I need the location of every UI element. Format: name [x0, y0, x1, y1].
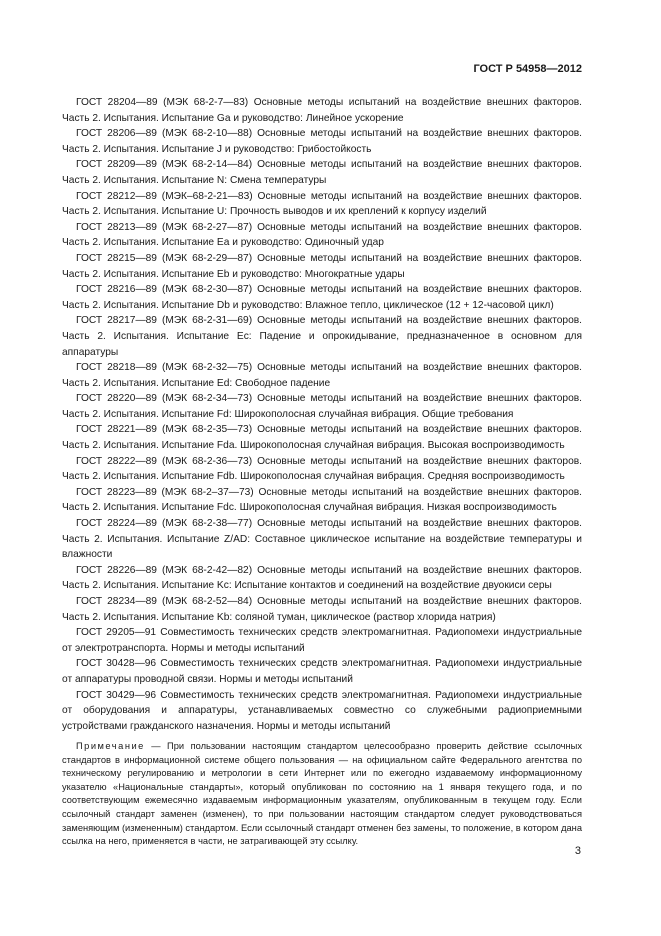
- reference-item: ГОСТ 28234—89 (МЭК 68-2-52—84) Основные методы испытаний на воздействие внешних факторов. Часть 2. Испытания. Испытание Kb: соляной туман, циклическое (раствор хлорида натрия): [62, 596, 582, 623]
- note-paragraph: [62, 740, 582, 849]
- reference-item: ГОСТ 30429—96 Совместимость технических средств электромагнитная. Радиопомехи индустриальные от оборудования и аппаратуры, устанавливаемых совместно со служебными радиоприемными устройствами гражданского назначения. Нормы и методы испытаний: [62, 689, 582, 732]
- note-text: — При пользовании настоящим стандартом целесообразно проверить действие ссылочных стандартов в информационной системе общего пользования — на официальном сайте Федерального агентства по техническому регулированию и метрологии в сети Интернет или по ежегодно издаваемому информационному указателю «Национальные стандарты», который опубликован по состоянию на 1 января текущего года, и по соответствующим ежемесячно издаваемым информационным указателям, опубликованным в текущем году. Если ссылочный стандарт заменен (изменен), то при пользовании настоящим стандартом следует руководствоваться заменяющим (измененным) стандартом. Если ссылочный стандарт отменен без замены, то положение, в котором дана ссылка на него, применяется в части, не затрагивающей эту ссылку.: [62, 741, 582, 847]
- reference-item: ГОСТ 28217—89 (МЭК 68-2-31—69) Основные методы испытаний на воздействие внешних факторов. Часть 2. Испытания. Испытание Ec: Падение и опрокидывание, предназначенное в основном для аппаратуры: [62, 315, 582, 358]
- reference-item: ГОСТ 28209—89 (МЭК 68-2-14—84) Основные методы испытаний на воздействие внешних факторов. Часть 2. Испытания. Испытание N: Смена температуры: [62, 159, 582, 186]
- reference-item: ГОСТ 28218—89 (МЭК 68-2-32—75) Основные методы испытаний на воздействие внешних факторов. Часть 2. Испытания. Испытание Ed: Свободное падение: [62, 362, 582, 389]
- reference-item: ГОСТ 28212—89 (МЭК–68-2-21—83) Основные методы испытаний на воздействие внешних факторов. Часть 2. Испытания. Испытание U: Прочность выводов и их креплений к корпусу изделий: [62, 190, 582, 218]
- reference-item: ГОСТ 28213—89 (МЭК 68-2-27—87) Основные методы испытаний на воздействие внешних факторов. Часть 2. Испытания. Испытание Ea и руководство: Одиночный удар: [62, 221, 582, 249]
- reference-item: ГОСТ 30428—96 Совместимость технических средств электромагнитная. Радиопомехи индустриальные от аппаратуры проводной связи. Нормы и методы испытаний: [62, 658, 582, 685]
- reference-item: ГОСТ 29205—91 Совместимость технических средств электромагнитная. Радиопомехи индустриальные от электротранспорта. Нормы и методы испытаний: [62, 627, 582, 654]
- reference-item: ГОСТ 28204—89 (МЭК 68-2-7—83) Основные методы испытаний на воздействие внешних факторов. Часть 2. Испытания. Испытание Ga и руководство: Линейное ускорение: [62, 97, 582, 124]
- reference-item: ГОСТ 28215—89 (МЭК 68-2-29—87) Основные методы испытаний на воздействие внешних факторов. Часть 2. Испытания. Испытание Eb и руководство: Многократные удары: [62, 252, 582, 280]
- reference-item: ГОСТ 28223—89 (МЭК 68-2–37—73) Основные методы испытаний на воздействие внешних факторов. Часть 2. Испытания. Испытание Fdc. Широкополосная случайная вибрация. Низкая воспроизводимость: [62, 486, 582, 514]
- reference-item: ГОСТ 28221—89 (МЭК 68-2-35—73) Основные методы испытаний на воздействие внешних факторов. Часть 2. Испытания. Испытание Fda. Широкополосная случайная вибрация. Высокая воспроизводимость: [62, 424, 582, 452]
- note-label: Примечание: [76, 741, 145, 751]
- page-number: 3: [574, 845, 581, 857]
- reference-item: ГОСТ 28216—89 (МЭК 68-2-30—87) Основные методы испытаний на воздействие внешних факторов. Часть 2. Испытания. Испытание Db и руководство: Влажное тепло, циклическое (12 + 12-часовой цикл): [62, 284, 582, 311]
- reference-item: ГОСТ 28226—89 (МЭК 68-2-42—82) Основные методы испытаний на воздействие внешних факторов. Часть 2. Испытания. Испытание Kc: Испытание контактов и соединений на воздействие двуокиси серы: [62, 564, 582, 592]
- document-code: ГОСТ Р 54958—2012: [473, 63, 582, 75]
- reference-item: ГОСТ 28220—89 (МЭК 68-2-34—73) Основные методы испытаний на воздействие внешних факторов. Часть 2. Испытания. Испытание Fd: Широкополосная случайная вибрация. Общие требования: [62, 393, 582, 420]
- reference-item: ГОСТ 28222—89 (МЭК 68-2-36—73) Основные методы испытаний на воздействие внешних факторов. Часть 2. Испытания. Испытание Fdb. Широкополосная случайная вибрация. Средняя воспроизводимость: [62, 455, 582, 483]
- reference-item: ГОСТ 28224—89 (МЭК 68-2-38—77) Основные методы испытаний на воздействие внешних факторов. Часть 2. Испытания. Испытание Z/AD: Составное циклическое испытание на воздействие температуры и влажности: [62, 518, 582, 561]
- reference-item: ГОСТ 28206—89 (МЭК 68-2-10—88) Основные методы испытаний на воздействие внешних факторов. Часть 2. Испытания. Испытание J и руководство: Грибостойкость: [62, 128, 582, 155]
- reference-list: [62, 95, 582, 734]
